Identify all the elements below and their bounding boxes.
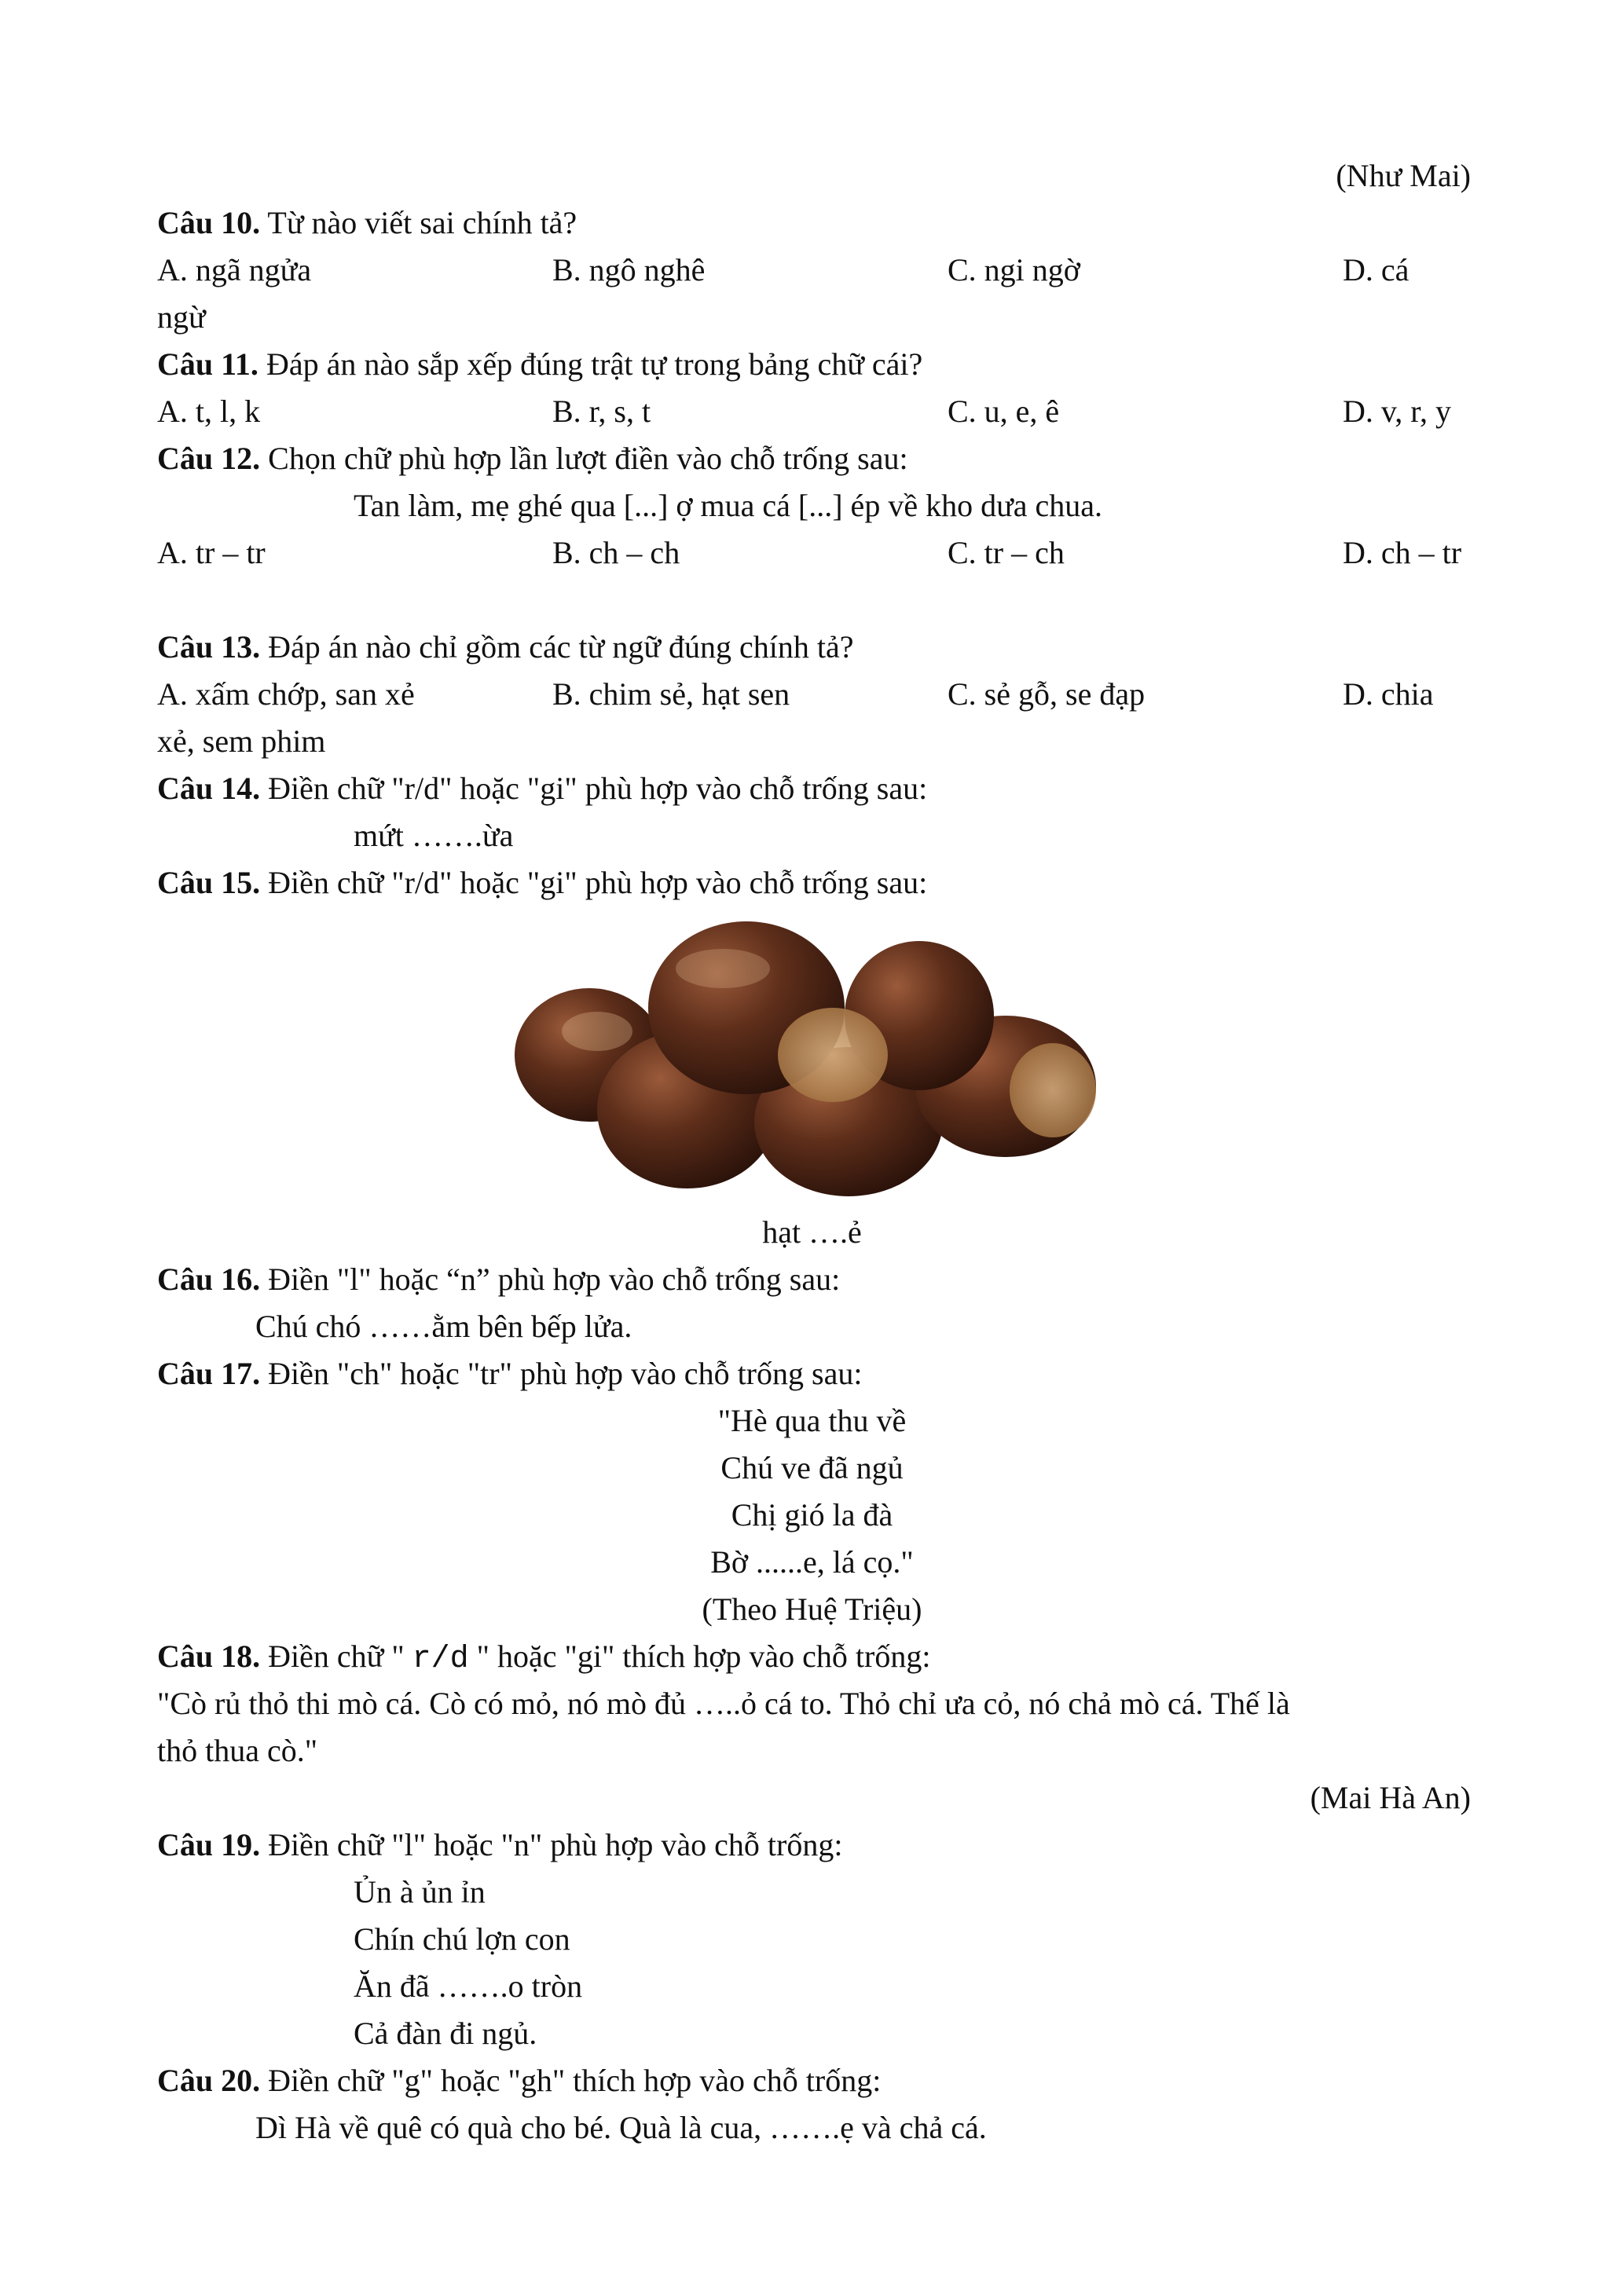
q19-poem-line: Ăn đã …….o tròn xyxy=(354,1968,583,2004)
q10-option-b[interactable]: B. ngô nghê xyxy=(552,252,706,287)
question-12: Câu 12. Chọn chữ phù hợp lần lượt điền vào chỗ trống sau: xyxy=(157,441,908,476)
question-16: Câu 16. Điền "l" hoặc “n” phù hợp vào chỗ trống sau: xyxy=(157,1262,841,1297)
q10-option-c[interactable]: C. ngi ngờ xyxy=(948,252,1080,287)
q12-sentence: Tan làm, mẹ ghé qua [...] ợ mua cá [...] ép về kho dưa chua. xyxy=(354,488,1103,523)
q13-option-c[interactable]: C. sẻ gỗ, se đạp xyxy=(948,676,1146,712)
q13-option-d[interactable]: D. chia xyxy=(1343,676,1434,712)
question-15: Câu 15. Điền chữ "r/d" hoặc "gi" phù hợp vào chỗ trống sau: xyxy=(157,865,928,900)
q18-passage-line: thỏ thua cò." xyxy=(157,1733,318,1768)
q18-passage-line: "Cò rủ thỏ thi mò cá. Cò có mỏ, nó mò đủ …..ỏ cá to. Thỏ chỉ ưa cỏ, nó chả mò cá. Thế là xyxy=(157,1686,1290,1721)
question-18: Câu 18. Điền chữ " r/d " hoặc "gi" thích hợp vào chỗ trống: xyxy=(157,1639,931,1677)
q17-poem-line: Chú ve đã ngủ xyxy=(720,1450,904,1485)
question-17: Câu 17. Điền "ch" hoặc "tr" phù hợp vào chỗ trống sau: xyxy=(157,1356,863,1391)
q13-option-b[interactable]: B. chim sẻ, hạt sen xyxy=(552,676,790,712)
q11-option-a[interactable]: A. t, l, k xyxy=(157,394,261,429)
q12-option-a[interactable]: A. tr – tr xyxy=(157,535,266,570)
q17-poem-line: Chị gió la đà xyxy=(731,1497,893,1532)
question-20: Câu 20. Điền chữ "g" hoặc "gh" thích hợp vào chỗ trống: xyxy=(157,2063,882,2098)
q10-option-d[interactable]: D. cá xyxy=(1343,252,1410,287)
question-11: Câu 11. Đáp án nào sắp xếp đúng trật tự trong bảng chữ cái? xyxy=(157,346,923,382)
q20-blank: Dì Hà về quê có quà cho bé. Quà là cua, …….ẹ và chả cá. xyxy=(255,2110,987,2145)
question-10 xyxy=(157,203,577,244)
q12-option-b[interactable]: B. ch – ch xyxy=(552,535,680,570)
q19-poem-line: Chín chú lợn con xyxy=(354,1921,570,1957)
q10-option-a[interactable]: A. ngã ngửa xyxy=(157,252,312,287)
chestnuts-photo xyxy=(503,914,1124,1212)
question-19: Câu 19. Điền chữ "l" hoặc "n" phù hợp vào chỗ trống: xyxy=(157,1827,843,1862)
question-14: Câu 14. Điền chữ "r/d" hoặc "gi" phù hợp vào chỗ trống sau: xyxy=(157,771,928,806)
q17-source: (Theo Huệ Triệu) xyxy=(702,1591,922,1627)
q13-option-a[interactable]: A. xấm chớp, san xẻ xyxy=(157,676,415,712)
q19-poem-line: Ủn à ủn ỉn xyxy=(354,1874,486,1910)
q12-option-d[interactable]: D. ch – tr xyxy=(1343,535,1462,570)
q17-poem-line: "Hè qua thu về xyxy=(717,1403,907,1438)
q11-option-d[interactable]: D. v, r, y xyxy=(1343,394,1452,429)
question-13: Câu 13. Đáp án nào chỉ gồm các từ ngữ đúng chính tả? xyxy=(157,629,854,665)
q13-option-d-wrap: xẻ, sem phim xyxy=(157,723,326,759)
q15-caption: hạt ….ẻ xyxy=(762,1214,862,1250)
q11-option-b[interactable]: B. r, s, t xyxy=(552,394,651,429)
q17-poem-line: Bờ ......e, lá cọ." xyxy=(710,1544,914,1580)
q10-option-d-wrap: ngừ xyxy=(157,299,206,335)
question-label: Câu 10. xyxy=(157,205,261,240)
question-text: Từ nào viết sai chính tả? xyxy=(260,205,577,240)
q18-source: (Mai Hà An) xyxy=(1310,1780,1471,1815)
q16-blank: Chú chó ……ằm bên bếp lửa. xyxy=(255,1309,632,1344)
q19-poem-line: Cả đàn đi ngủ. xyxy=(354,2016,537,2051)
source-nhu-mai: (Như Mai) xyxy=(1336,158,1471,193)
q11-option-c[interactable]: C. u, e, ê xyxy=(948,394,1060,429)
q14-blank: mứt …….ừa xyxy=(354,818,514,853)
q12-option-c[interactable]: C. tr – ch xyxy=(948,535,1065,570)
